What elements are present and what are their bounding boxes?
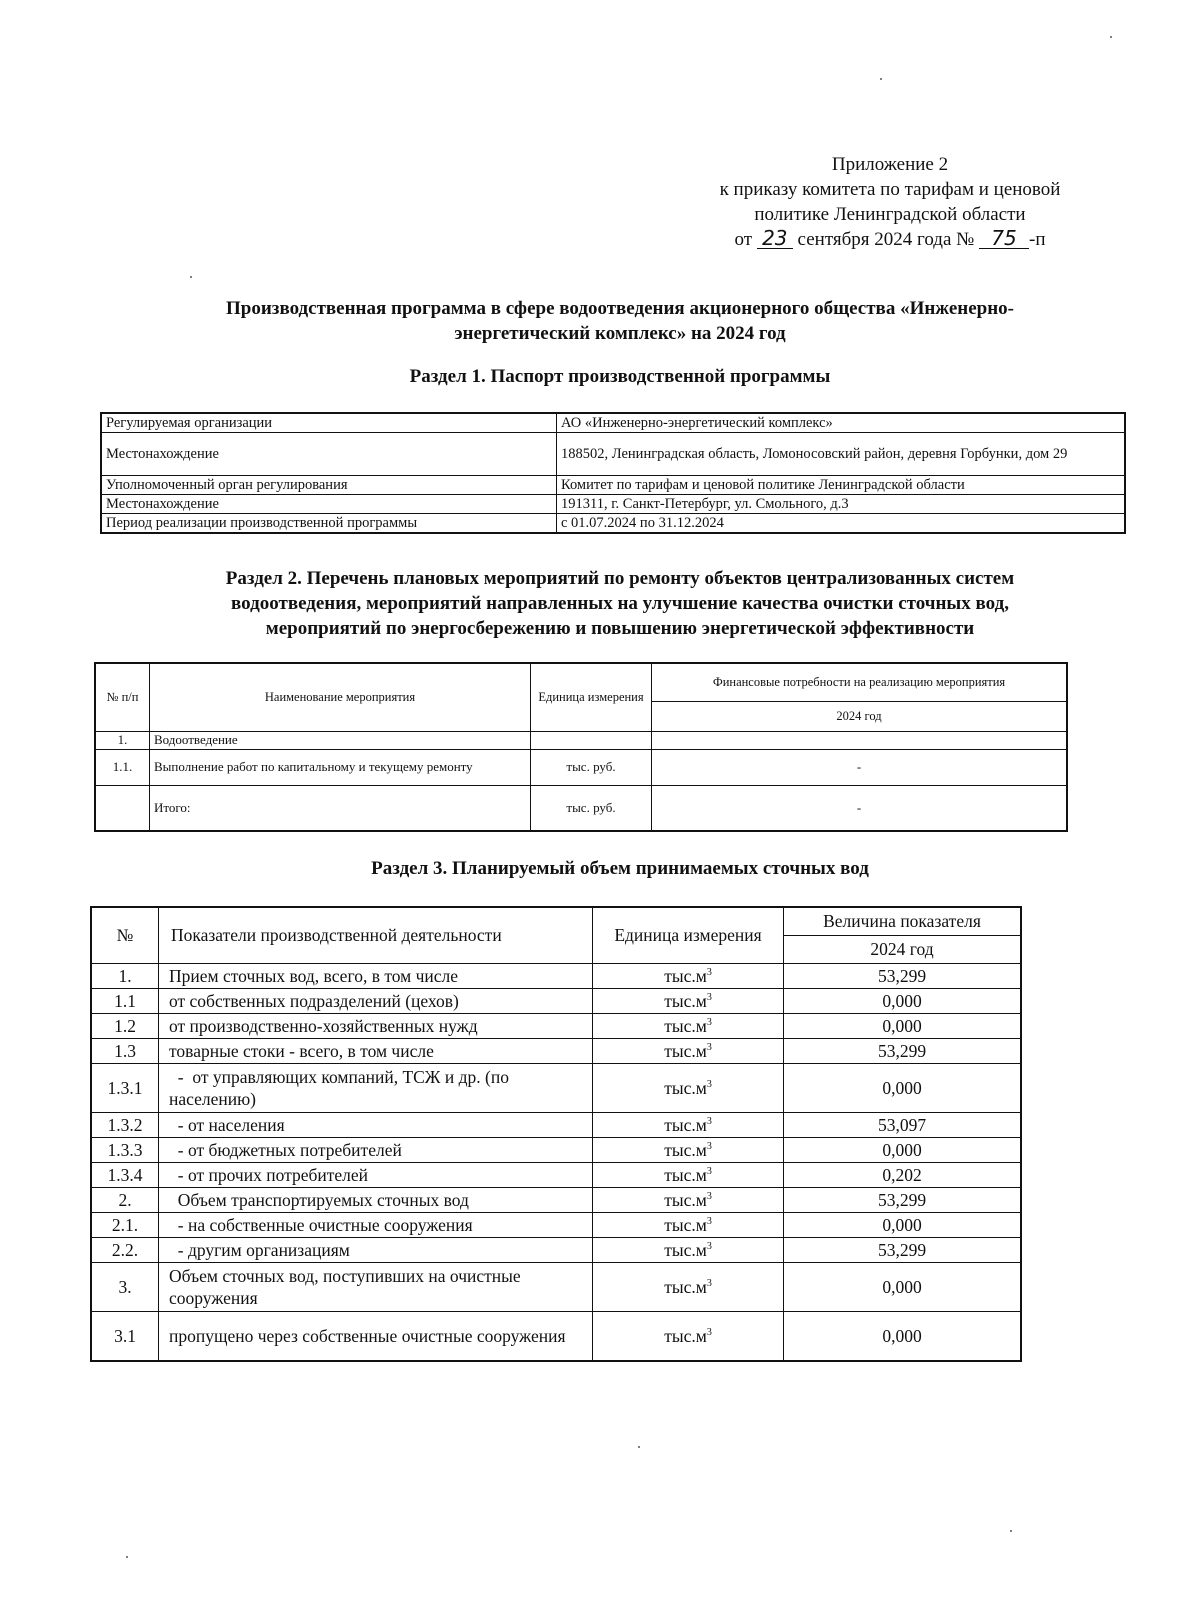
passport-value: 191311, г. Санкт-Петербург, ул. Смольного, д.3 [557,495,1126,514]
unit-exponent: 3 [706,1115,712,1127]
section-2-title-line-3: мероприятий по энергосбережению и повышению энергетической эффективности [265,618,975,639]
unit-base: тыс.м [664,990,707,1011]
indicator-num: 2.1. [91,1212,159,1237]
unit-base: тыс.м [664,1015,707,1036]
title-line-1: Производственная программа в сфере водоотведения акционерного общества «Инженерно- [226,298,1014,319]
section-3-title: Раздел 3. Планируемый объем принимаемых сточных вод [371,858,869,879]
indicator-unit [593,1237,784,1262]
unit-base: тыс.м [664,1189,707,1210]
unit-base: тыс.м [664,1114,707,1135]
header-unit: Единица измерения [593,907,784,963]
date-middle: сентября 2024 года № [797,229,975,250]
indicator-value: 0,202 [784,1162,1022,1187]
title-line-2: энергетический комплекс» на 2024 год [454,323,786,344]
indicator-num: 1. [91,963,159,988]
header-year: 2024 год [652,701,1068,731]
indicator-name: - от прочих потребителей [159,1162,593,1187]
handwritten-order-number: 75 [979,228,1029,249]
unit-base: тыс.м [664,1139,707,1160]
measure-name: Водоотведение [150,731,531,749]
measure-row [95,749,1067,785]
indicator-row [91,988,1021,1013]
unit-exponent: 3 [706,1190,712,1202]
indicator-name: - на собственные очистные сооружения [159,1212,593,1237]
passport-value: Комитет по тарифам и ценовой политике Ленинградской области [557,476,1126,495]
passport-label: Местонахождение [101,495,557,514]
measure-unit: тыс. руб. [531,749,652,785]
indicator-unit [593,1311,784,1361]
indicator-row [91,1187,1021,1212]
indicator-num: 1.3.3 [91,1137,159,1162]
unit-base: тыс.м [664,1276,707,1297]
unit-base: тыс.м [664,1214,707,1235]
indicator-num: 3. [91,1262,159,1311]
indicator-row [91,1137,1021,1162]
indicator-name: - другим организациям [159,1237,593,1262]
indicator-num: 3.1 [91,1311,159,1361]
indicator-num: 2. [91,1187,159,1212]
indicator-value: 53,299 [784,1038,1022,1063]
indicator-num: 1.3.2 [91,1112,159,1137]
unit-base: тыс.м [664,1164,707,1185]
indicator-unit [593,988,784,1013]
indicator-unit [593,1212,784,1237]
measure-row [95,785,1067,831]
unit-exponent: 3 [706,1078,712,1090]
passport-row [101,413,1125,433]
indicator-row [91,1063,1021,1112]
passport-label: Период реализации производственной программы [101,514,557,534]
scan-speck [1110,36,1112,38]
measure-num: 1.1. [95,749,150,785]
indicator-unit [593,963,784,988]
indicator-unit [593,1137,784,1162]
indicator-name: товарные стоки - всего, в том числе [159,1038,593,1063]
indicator-num: 1.3 [91,1038,159,1063]
unit-base: тыс.м [664,1239,707,1260]
section-2-title [90,566,1150,641]
indicator-name: - от управляющих компаний, ТСЖ и др. (по населению) [159,1063,593,1112]
measure-unit [531,731,652,749]
indicator-unit [593,1262,784,1311]
unit-base: тыс.м [664,1325,707,1346]
indicator-unit [593,1063,784,1112]
indicator-value: 53,299 [784,963,1022,988]
indicator-value: 0,000 [784,988,1022,1013]
header-year: 2024 год [784,935,1022,963]
indicator-name: Прием сточных вод, всего, в том числе [159,963,593,988]
passport-value: 188502, Ленинградская область, Ломоносовский район, деревня Горбунки, дом 29 [557,433,1126,476]
document-title [90,296,1150,346]
indicator-value: 0,000 [784,1311,1022,1361]
section-2-title-line-2: водоотведения, мероприятий направленных на улучшение качества очистки сточных вод, [231,593,1009,614]
section-2-title-line-1: Раздел 2. Перечень плановых мероприятий по ремонту объектов централизованных систем [225,568,1015,589]
indicator-value: 0,000 [784,1137,1022,1162]
unit-exponent: 3 [706,1240,712,1252]
indicator-value: 53,299 [784,1237,1022,1262]
passport-value: АО «Инженерно-энергетический комплекс» [557,413,1126,433]
indicator-row [91,1013,1021,1038]
indicator-unit [593,1187,784,1212]
indicator-name: пропущено через собственные очистные сооружения [159,1311,593,1361]
indicator-value: 53,299 [784,1187,1022,1212]
measure-num: 1. [95,731,150,749]
passport-row [101,514,1125,534]
measure-name: Итого: [150,785,531,831]
header-num: № [91,907,159,963]
header-num: № п/п [95,663,150,731]
handwritten-day: 23 [757,228,793,249]
header-value: Величина показателя [784,907,1022,935]
measure-name: Выполнение работ по капитальному и текущему ремонту [150,749,531,785]
measure-value: - [652,749,1068,785]
unit-exponent: 3 [706,1326,712,1338]
measure-value [652,731,1068,749]
indicator-name: от собственных подразделений (цехов) [159,988,593,1013]
passport-value: с 01.07.2024 по 31.12.2024 [557,514,1126,534]
indicator-row [91,1237,1021,1262]
header-finance: Финансовые потребности на реализацию мероприятия [652,663,1068,701]
passport-row [101,476,1125,495]
unit-exponent: 3 [706,1277,712,1289]
indicator-value: 0,000 [784,1212,1022,1237]
indicator-value: 0,000 [784,1063,1022,1112]
indicator-name: от производственно-хозяйственных нужд [159,1013,593,1038]
indicator-num: 1.2 [91,1013,159,1038]
appendix-line-3: политике Ленинградской области [754,204,1026,225]
passport-label: Регулируемая организации [101,413,557,433]
section-1-passport-table [100,412,1126,534]
passport-label: Уполномоченный орган регулирования [101,476,557,495]
indicator-unit [593,1112,784,1137]
header-name: Наименование мероприятия [150,663,531,731]
unit-exponent: 3 [706,1165,712,1177]
unit-exponent: 3 [706,1016,712,1028]
scan-speck [880,78,882,80]
indicator-name: Объем транспортируемых сточных вод [159,1187,593,1212]
indicator-unit [593,1162,784,1187]
scan-speck [190,276,192,278]
unit-exponent: 3 [706,966,712,978]
indicator-row [91,963,1021,988]
indicator-row [91,1311,1021,1361]
scan-speck [126,1556,128,1558]
appendix-line-1: Приложение 2 [831,154,949,175]
passport-row [101,495,1125,514]
indicator-name: - от бюджетных потребителей [159,1137,593,1162]
section-1-title: Раздел 1. Паспорт производственной программы [409,366,831,387]
indicator-row [91,1262,1021,1311]
indicator-unit [593,1013,784,1038]
header-indicator: Показатели производственной деятельности [159,907,593,963]
indicator-num: 2.2. [91,1237,159,1262]
indicator-name: Объем сточных вод, поступивших на очистные сооружения [159,1262,593,1311]
indicator-row [91,1038,1021,1063]
passport-row [101,433,1125,476]
appendix-note [640,152,1140,252]
unit-base: тыс.м [664,1077,707,1098]
date-prefix: от [734,229,753,250]
passport-label: Местонахождение [101,433,557,476]
indicator-unit [593,1038,784,1063]
indicator-num: 1.3.1 [91,1063,159,1112]
header-unit: Единица измерения [531,663,652,731]
section-2-measures-table [94,662,1068,832]
measure-unit: тыс. руб. [531,785,652,831]
unit-base: тыс.м [664,1040,707,1061]
measure-num [95,785,150,831]
measure-value: - [652,785,1068,831]
unit-exponent: 3 [706,1215,712,1227]
appendix-line-2: к приказу комитета по тарифам и ценовой [719,179,1061,200]
indicator-num: 1.3.4 [91,1162,159,1187]
appendix-date-line [640,227,1140,252]
indicator-row [91,1162,1021,1187]
unit-base: тыс.м [664,965,707,986]
unit-exponent: 3 [706,1140,712,1152]
section-3-volume-table [90,906,1022,1362]
indicator-row [91,1212,1021,1237]
unit-exponent: 3 [706,991,712,1003]
indicator-row [91,1112,1021,1137]
scan-speck [1010,1530,1012,1532]
indicator-num: 1.1 [91,988,159,1013]
indicator-value: 0,000 [784,1013,1022,1038]
indicator-value: 0,000 [784,1262,1022,1311]
indicator-name: - от населения [159,1112,593,1137]
unit-exponent: 3 [706,1041,712,1053]
measure-row [95,731,1067,749]
number-suffix: -п [1029,229,1046,250]
indicator-value: 53,097 [784,1112,1022,1137]
scan-speck [638,1446,640,1448]
